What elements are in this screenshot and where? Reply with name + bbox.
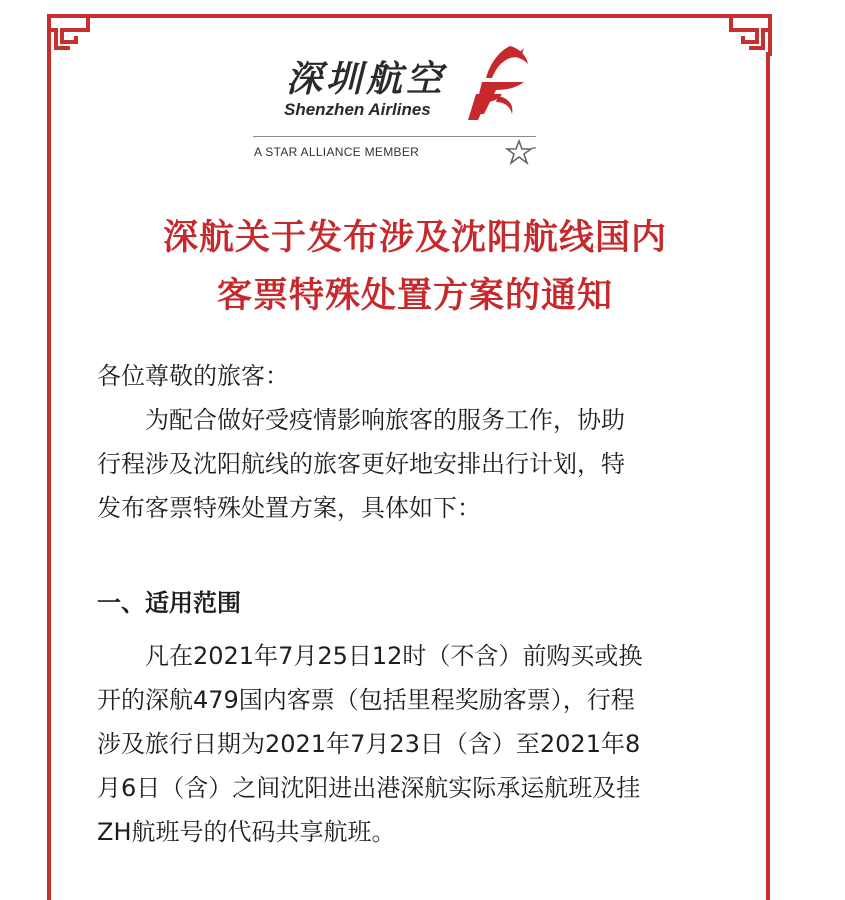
frame-corner-top-right bbox=[727, 8, 779, 58]
salutation: 各位尊敬的旅客： bbox=[97, 362, 289, 390]
intro-line: 行程涉及沈阳航线的旅客更好地安排出行计划，特 bbox=[97, 450, 625, 478]
star-alliance-icon bbox=[505, 139, 537, 165]
frame-right-border bbox=[766, 52, 770, 900]
frame-corner-top-left bbox=[40, 8, 92, 58]
frame-left-border bbox=[47, 52, 51, 900]
intro-line: 为配合做好受疫情影响旅客的服务工作，协助 bbox=[145, 406, 625, 434]
alliance-text: A STAR ALLIANCE MEMBER bbox=[254, 145, 420, 159]
notice-title-line-2: 客票特殊处置方案的通知 bbox=[216, 276, 613, 316]
section-line: 月6日（含）之间沈阳进出港深航实际承运航班及挂 bbox=[97, 774, 641, 802]
section-line: 凡在2021年7月25日12时（不含）前购买或换 bbox=[145, 642, 643, 670]
logo-divider bbox=[253, 136, 536, 137]
section-line: 涉及旅行日期为2021年7月23日（含）至2021年8 bbox=[97, 730, 641, 758]
brand-name-en: Shenzhen Airlines bbox=[284, 100, 431, 119]
shenzhen-airlines-logo-icon bbox=[452, 44, 532, 124]
brand-name-cn: 深圳航空 bbox=[286, 59, 447, 100]
section-line: 开的深航479国内客票（包括里程奖励客票），行程 bbox=[97, 686, 635, 714]
intro-paragraph bbox=[97, 398, 737, 530]
intro-line: 发布客票特殊处置方案，具体如下： bbox=[97, 494, 481, 522]
section-title: 一、适用范围 bbox=[97, 589, 241, 617]
frame-top-border bbox=[86, 14, 731, 18]
section-line: ZH航班号的代码共享航班。 bbox=[97, 818, 396, 846]
notice-title-line-1: 深航关于发布涉及沈阳航线国内 bbox=[162, 218, 667, 258]
section-paragraph bbox=[97, 634, 737, 854]
